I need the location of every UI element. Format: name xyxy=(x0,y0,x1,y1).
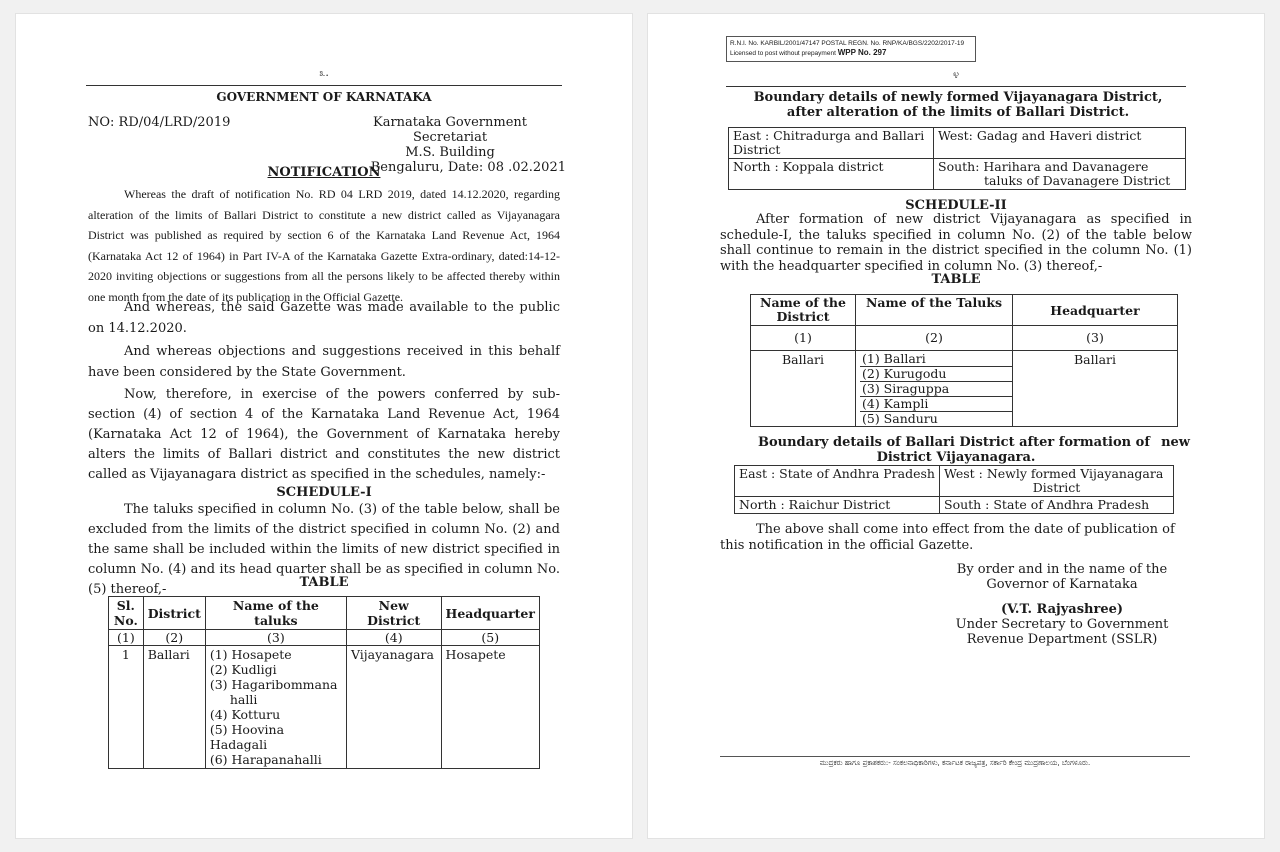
taluk-item: (5) Hoovina Hadagali xyxy=(209,722,285,752)
taluk-item: (2) Kudligi xyxy=(209,662,277,677)
gazette-license-text: Licensed to post without prepayment xyxy=(730,50,836,57)
header-district: District xyxy=(143,597,205,630)
cell-new-district: Vijayanagara xyxy=(346,646,441,769)
boundary-south xyxy=(934,159,1186,190)
boundary-2-title-new: new xyxy=(1161,435,1190,450)
table-row xyxy=(109,646,540,769)
schedule-2-text: After formation of new district Vijayanagara as specified in schedule-I, the taluks specified in column No. (2) of the table below shall continue to remain in the district specified in the column No. (1) with the headquarter specified in column No. (3) thereof,- xyxy=(720,212,1192,274)
taluk-item: (2) Kurugodu xyxy=(860,367,1012,382)
table-column-numbers xyxy=(109,630,540,646)
column-number: (5) xyxy=(441,630,539,646)
taluk-item: (6) Harapanahalli xyxy=(209,752,322,767)
taluk-item: (3) Siraguppa xyxy=(860,382,1012,397)
header-new-district: New District xyxy=(346,597,441,630)
boundary-2-title-line: Boundary details of Ballari District after formation of xyxy=(758,435,1150,450)
boundary-1-title: Boundary details of newly formed Vijayanagara District, after alteration of the limits of Ballari District. xyxy=(753,90,1163,120)
address-line: Karnataka Government Secretariat xyxy=(373,115,527,145)
header-headquarter: Headquarter xyxy=(1013,295,1178,326)
boundary-1-table xyxy=(728,127,1186,190)
table-2-title: TABLE xyxy=(931,272,981,287)
table-header-row xyxy=(751,295,1178,326)
boundary-south-line: South: Harihara and Davanagere xyxy=(938,159,1149,174)
column-number: (1) xyxy=(751,326,856,351)
government-heading: GOVERNMENT OF KARNATAKA xyxy=(216,90,432,104)
boundary-west xyxy=(940,466,1174,497)
order-block xyxy=(948,562,1176,592)
left-page xyxy=(16,14,632,838)
signature-block xyxy=(948,602,1176,647)
header-sl-no: Sl. No. xyxy=(109,597,144,630)
table-header-row xyxy=(109,597,540,630)
taluk-list xyxy=(860,352,1012,426)
header-taluks: Name of the taluks xyxy=(205,597,346,630)
table-column-numbers xyxy=(751,326,1178,351)
schedule-2-title: SCHEDULE-II xyxy=(905,198,1007,213)
objections-paragraph: And whereas objections and suggestions received in this behalf have been considered by the State Government. xyxy=(88,344,560,380)
gazette-paragraph: And whereas, the said Gazette was made available to the public on 14.12.2020. xyxy=(88,300,560,336)
table-row xyxy=(735,497,1174,514)
reference-number: NO: RD/04/LRD/2019 xyxy=(88,115,231,130)
boundary-2-title-line2: District Vijayanagara. xyxy=(876,450,1036,465)
header-rule xyxy=(726,86,1186,87)
preamble-paragraph: Whereas the draft of notification No. RD 04 LRD 2019, dated 14.12.2020, regarding alteration of the limits of Ballari District to constitute a new district called as Vijayanagara District was published as required by section 6 of the Karnataka Land Revenue Act, 1964 (Karnataka Act 12 of 1964) in Part IV-A of the Karnataka Gazette Extra-ordinary, dated:14-12-2020 inviting objections or suggestions from all the persons likely to be affected thereby within one month from the date of its publication in the Official Gazette. xyxy=(88,187,560,304)
schedule-1-table xyxy=(108,596,540,769)
notification-title: NOTIFICATION xyxy=(267,165,381,180)
wpp-number: WPP No. 297 xyxy=(837,48,887,57)
header-taluks: Name of the Taluks xyxy=(856,295,1013,326)
column-number: (3) xyxy=(1013,326,1178,351)
boundary-2-table xyxy=(734,465,1174,514)
taluk-item: (1) Ballari xyxy=(860,352,1012,367)
cell-headquarter: Hosapete xyxy=(441,646,539,769)
header-district: Name of the District xyxy=(751,295,856,326)
schedule-1-title: SCHEDULE-I xyxy=(276,485,372,500)
schedule-2-table xyxy=(750,294,1178,427)
boundary-west: West: Gadag and Haveri district xyxy=(934,128,1186,159)
taluk-item: (4) Kampli xyxy=(860,397,1012,412)
cell-district: Ballari xyxy=(751,351,856,427)
column-number: (3) xyxy=(205,630,346,646)
cell-sl: 1 xyxy=(109,646,144,769)
table-1-title: TABLE xyxy=(299,575,349,590)
gazette-registration-line: R.N.I. No. KARBIL/2001/47147 POSTAL REGN. No. RNP/KA/BGS/2202/2017-19 xyxy=(730,40,965,47)
gazette-license-line xyxy=(730,48,972,58)
address-line: M.S. Building xyxy=(405,145,495,160)
table-row xyxy=(729,128,1186,159)
column-number: (4) xyxy=(346,630,441,646)
boundary-south-line: taluks of Davanagere District xyxy=(984,173,1171,188)
boundary-west-line: West : Newly formed Vijayanagara xyxy=(944,466,1164,481)
taluk-item: (1) Hosapete xyxy=(209,647,292,662)
header-headquarter: Headquarter xyxy=(441,597,539,630)
boundary-north: North : Raichur District xyxy=(735,497,940,514)
schedule-1-text: The taluks specified in column No. (3) of the table below, shall be excluded from the limits of the district specified in column No. (2) and the same shall be included within the limits of new district specified in column No. (4) and its head quarter shall be as specified in column No. (5) thereof,- xyxy=(88,502,560,597)
table-row xyxy=(751,351,1178,427)
taluk-item: (5) Sanduru xyxy=(862,411,938,426)
printer-footer: ಮುದ್ರಕರು ಹಾಗೂ ಪ್ರಕಾಶಕರು:- ಸಂಕಲನಾಧಿಕಾರಿಗಳು, ಕರ್ನಾಟಕ ರಾಜ್ಯಪತ್ರ, ಸರ್ಕಾರಿ ಕೇಂದ್ರ ಮುದ್ರಣಾಲಯ, ಬೆಂಗಳೂರು. xyxy=(819,759,1091,767)
boundary-west-line: District xyxy=(1032,480,1081,495)
right-page xyxy=(648,14,1264,838)
order-line: By order and in the name of the xyxy=(956,562,1168,577)
signatory-name: (V.T. Rajyashree) xyxy=(1000,602,1124,617)
table-row xyxy=(735,466,1174,497)
column-number: (2) xyxy=(143,630,205,646)
column-number: (2) xyxy=(856,326,1013,351)
cell-taluks xyxy=(205,646,346,769)
column-number: (1) xyxy=(109,630,144,646)
signatory-designation: Under Secretary to Government xyxy=(955,617,1169,632)
address-line: Bengaluru, Date: 08 .02.2021 xyxy=(370,160,566,175)
table-row xyxy=(729,159,1186,190)
header-rule xyxy=(86,85,562,86)
closing-paragraph: The above shall come into effect from the date of publication of this notification in the official Gazette. xyxy=(720,522,1175,553)
cell-taluks xyxy=(856,351,1013,427)
order-line: Governor of Karnataka xyxy=(986,577,1138,592)
boundary-north: North : Koppala district xyxy=(729,159,934,190)
gazette-registration-box xyxy=(726,36,976,62)
taluk-item: (4) Kotturu xyxy=(209,707,281,722)
boundary-east: East : State of Andhra Pradesh xyxy=(735,466,940,497)
cell-district: Ballari xyxy=(143,646,205,769)
taluk-item: (3) Hagaribommana xyxy=(209,677,338,692)
taluk-item: halli xyxy=(229,692,258,707)
boundary-2-title xyxy=(758,435,1190,450)
signatory-department: Revenue Department (SSLR) xyxy=(966,632,1158,647)
cell-headquarter: Ballari xyxy=(1013,351,1178,427)
footer-rule xyxy=(720,756,1190,757)
page-number: ೩. xyxy=(319,66,329,79)
powers-paragraph: Now, therefore, in exercise of the powers conferred by sub-section (4) of section 4 of the Karnataka Land Revenue Act, 1964 (Karnataka Act 12 of 1964), the Government of Karnataka hereby alters the limits of Ballari district and constitutes the new district called as Vijayanagara district as specified in the schedules, namely:- xyxy=(88,387,560,482)
boundary-south: South : State of Andhra Pradesh xyxy=(940,497,1174,514)
page-number: ೪ xyxy=(952,68,960,81)
boundary-east: East : Chitradurga and Ballari District xyxy=(729,128,934,159)
